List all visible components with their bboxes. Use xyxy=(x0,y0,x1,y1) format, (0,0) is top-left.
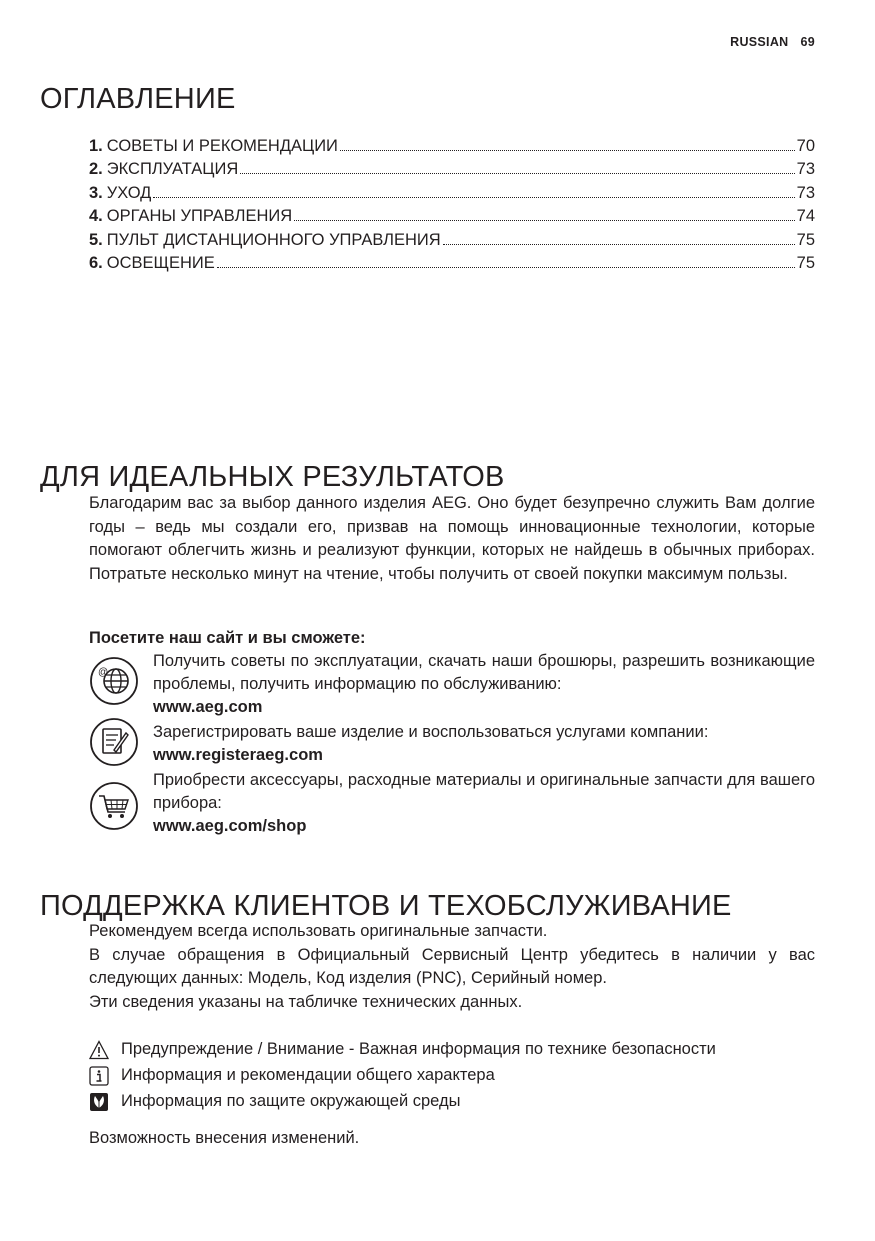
toc-item-page: 73 xyxy=(796,183,815,202)
info-icon xyxy=(89,1066,109,1086)
table-of-contents xyxy=(89,137,815,277)
support-title: ПОДДЕРЖКА КЛИЕНТОВ И ТЕХОБСЛУЖИВАНИЕ xyxy=(40,890,732,922)
warning-legend-item: Предупреждение / Внимание - Важная информация по технике безопасности xyxy=(89,1040,829,1064)
visit-heading: Посетите наш сайт и вы сможете: xyxy=(89,629,366,647)
results-title: ДЛЯ ИДЕАЛЬНЫХ РЕЗУЛЬТАТОВ xyxy=(40,461,505,493)
footer-note: Возможность внесения изменений. xyxy=(89,1129,360,1147)
svg-text:@: @ xyxy=(98,667,109,678)
toc-item[interactable]: 3. УХОД 73 xyxy=(89,183,815,202)
toc-item-label: ОРГАНЫ УПРАВЛЕНИЯ xyxy=(106,207,293,226)
register-text: Зарегистрировать ваше изделие и воспользоваться услугами компании: xyxy=(153,723,709,741)
support-line: Эти сведения указаны на табличке технических данных. xyxy=(89,992,523,1011)
toc-item-label: СОВЕТЫ И РЕКОМЕНДАЦИИ xyxy=(106,137,338,155)
shop-website-link[interactable]: www.aeg.com/shop xyxy=(153,817,307,835)
register-notepad-icon xyxy=(89,717,139,767)
environment-leaf-icon xyxy=(89,1092,109,1112)
results-intro: Благодарим вас за выбор данного изделия AEG. Оно будет безупречно служить Вам долгие годы – ведь мы создали его, призвав на помощь инновационные технологии, которые помогают облегчить жизнь и реализуют функции, которых не найдешь в обычных приборах. Потратьте несколько минут на чтение, чтобы получить от своей покупки максимум пользы. xyxy=(89,494,815,583)
toc-item-label: ЭКСПЛУАТАЦИЯ xyxy=(106,160,239,179)
toc-item-label: ПУЛЬТ ДИСТАНЦИОННОГО УПРАВЛЕНИЯ xyxy=(106,230,441,249)
toc-item[interactable]: 4. ОРГАНЫ УПРАВЛЕНИЯ 74 xyxy=(89,207,815,226)
page-header xyxy=(730,35,815,49)
toc-item[interactable]: 2. ЭКСПЛУАТАЦИЯ 73 xyxy=(89,160,815,179)
toc-title: ОГЛАВЛЕНИЕ xyxy=(40,83,236,115)
page-number: 69 xyxy=(800,35,815,49)
toc-item-page: 70 xyxy=(796,137,815,155)
toc-item-label: ОСВЕЩЕНИЕ xyxy=(106,253,215,272)
environment-legend-item: Информация по защите окружающей среды xyxy=(89,1092,829,1116)
warning-triangle-icon xyxy=(89,1040,109,1060)
toc-item-page: 75 xyxy=(796,253,815,272)
support-text xyxy=(89,920,815,1014)
toc-item-page: 75 xyxy=(796,230,815,249)
toc-item[interactable]: 6. ОСВЕЩЕНИЕ 75 xyxy=(89,253,815,272)
info-legend-item: Информация и рекомендации общего характера xyxy=(89,1066,829,1090)
support-line: Рекомендуем всегда использовать оригинальные запчасти. xyxy=(89,922,548,940)
support-line: В случае обращения в Официальный Сервисный Центр убедитесь в наличии у вас следующих данных: Модель, Код изделия (PNC), Серийный номер. xyxy=(89,945,815,987)
web-info-text: Получить советы по эксплуатации, скачать наши брошюры, разрешить возникающие проблемы, получить информацию по обслуживанию: xyxy=(153,652,815,693)
toc-item[interactable]: 5. ПУЛЬТ ДИСТАНЦИОННОГО УПРАВЛЕНИЯ 75 xyxy=(89,230,815,249)
language-label: RUSSIAN xyxy=(730,35,789,49)
toc-item-page: 73 xyxy=(796,160,815,179)
web-globe-icon xyxy=(89,656,139,706)
toc-item-page: 74 xyxy=(796,207,815,226)
toc-item-label: УХОД xyxy=(106,183,152,202)
toc-item[interactable]: 1. СОВЕТЫ И РЕКОМЕНДАЦИИ 70 xyxy=(89,137,815,155)
shopping-cart-icon xyxy=(89,781,139,831)
aeg-website-link[interactable]: www.aeg.com xyxy=(153,698,263,716)
register-website-link[interactable]: www.registeraeg.com xyxy=(153,746,323,764)
shop-text: Приобрести аксессуары, расходные материалы и оригинальные запчасти для вашего прибора: xyxy=(153,771,815,812)
